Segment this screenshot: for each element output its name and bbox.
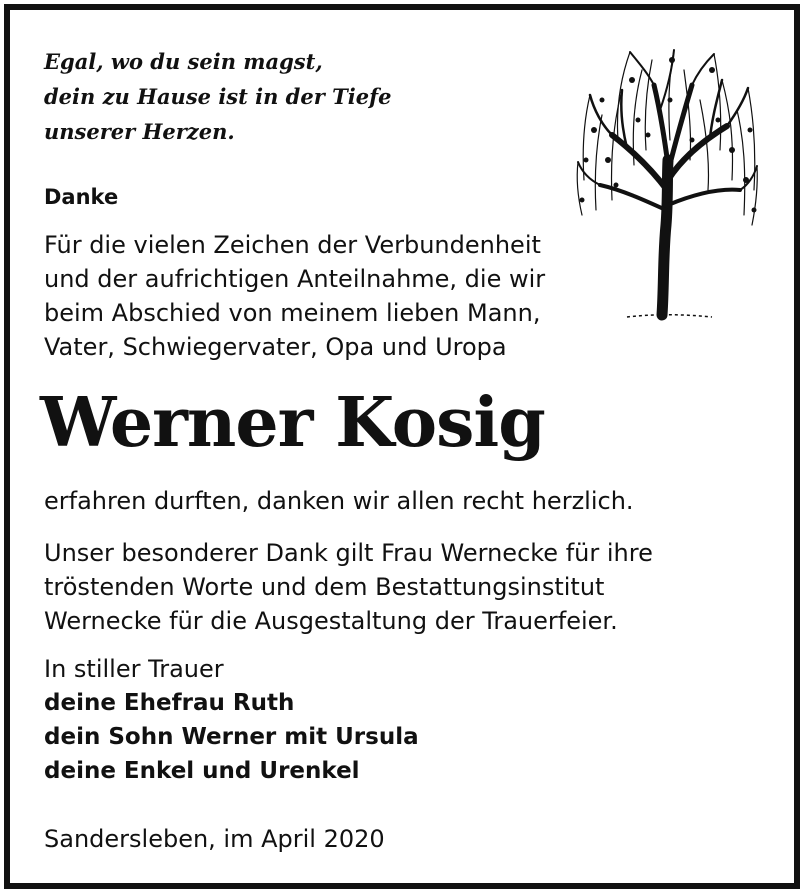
- place-and-date: Sandersleben, im April 2020: [44, 825, 385, 853]
- intro-line: und der aufrichtigen Anteilnahme, die wir: [44, 265, 546, 293]
- deceased-name: Werner Kosig: [40, 383, 545, 463]
- mourner-name: deine Ehefrau Ruth: [44, 690, 295, 716]
- intro-line: Vater, Schwiegervater, Opa und Uropa: [44, 333, 507, 361]
- tree-icon: [572, 40, 762, 322]
- poem: [44, 44, 391, 149]
- closing-line: erfahren durften, danken wir allen recht herzlich.: [44, 487, 634, 515]
- intro-line: Für die vielen Zeichen der Verbundenheit: [44, 231, 541, 259]
- intro-paragraph: [44, 228, 545, 364]
- intro-line: beim Abschied von meinem lieben Mann,: [44, 299, 541, 327]
- special-thanks-line: tröstenden Worte und dem Bestattungsinstitut: [44, 573, 605, 601]
- mourners-list: [44, 686, 419, 788]
- poem-line: dein zu Hause ist in der Tiefe: [44, 84, 392, 109]
- special-thanks-line: Unser besonderer Dank gilt Frau Wernecke für ihre: [44, 539, 653, 567]
- special-thanks-paragraph: [44, 536, 653, 638]
- mourner-name: dein Sohn Werner mit Ursula: [44, 724, 419, 750]
- poem-line: unserer Herzen.: [44, 119, 235, 144]
- special-thanks-line: Wernecke für die Ausgestaltung der Trauerfeier.: [44, 607, 618, 635]
- thanks-heading: Danke: [44, 185, 119, 209]
- mourner-name: deine Enkel und Urenkel: [44, 758, 360, 784]
- poem-line: Egal, wo du sein magst,: [44, 49, 323, 74]
- mourning-phrase: In stiller Trauer: [44, 655, 224, 683]
